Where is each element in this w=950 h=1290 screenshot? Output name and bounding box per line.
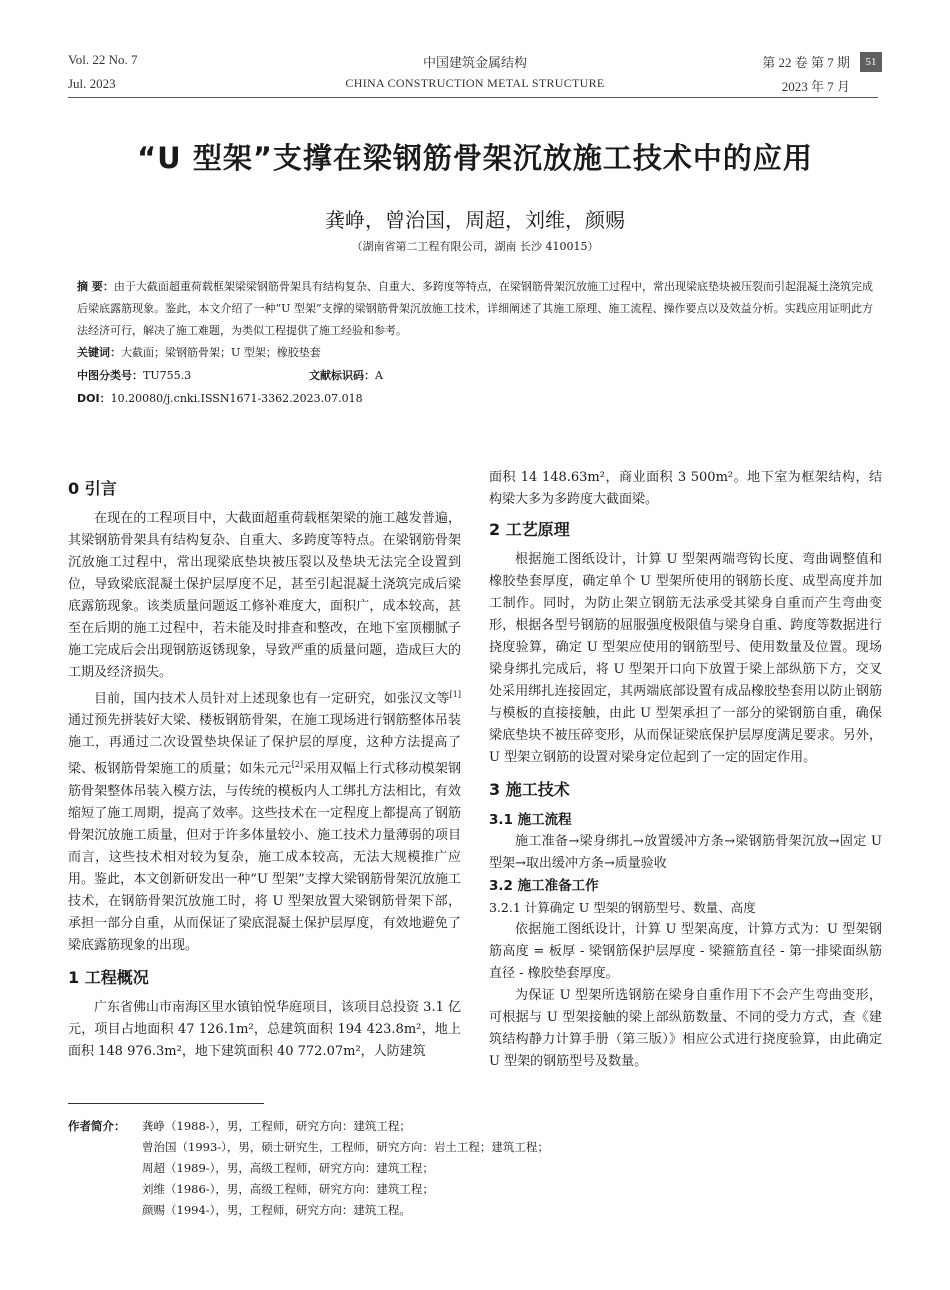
document-code bbox=[309, 367, 383, 383]
right-column bbox=[489, 467, 882, 1073]
classification bbox=[77, 367, 191, 383]
s0-p2-part-a: 目前，国内技术人员针对上述现象也有一定研究，如张汉文等 bbox=[94, 691, 450, 707]
s0-p2-part-c: 采用双幅上行式移动模架钢筋骨架整体吊装入模方法，与传统的模板内人工绑扎方法相比，有效缩短了施工周期，提高了效率。这些技术在一定程度上都提高了钢筋骨架沉放施工质量，但对于许多体量较小、施工技术力量薄弱的项目而言，这些技术相对较为复杂，施工成本较高，无法大规模推广应用。鉴此，本文创新研发出一种“U 型架”支撑大梁钢筋骨架沉放施工技术，在钢筋骨架沉放施工时，将 U 型架放置大梁钢筋骨架下部，承担一部分自重，从而保证了梁底混凝土保护层厚度，有效地避免了梁底露筋现象的出现。 bbox=[68, 761, 461, 953]
section-0-heading: 0 引言 bbox=[68, 479, 117, 498]
author-bio-line: 刘维（1986-），男，高级工程师，研究方向：建筑工程； bbox=[142, 1182, 434, 1196]
keywords bbox=[77, 344, 321, 360]
header-volume-cn: 第 22 卷 第 7 期 bbox=[762, 55, 850, 70]
doi-label: DOI： bbox=[77, 392, 111, 405]
abstract-label: 摘 要： bbox=[77, 280, 114, 293]
header-journal-cn: 中国建筑金属结构 bbox=[422, 55, 527, 70]
footnote-separator bbox=[68, 1103, 264, 1104]
author-bio-line: 曾治国（1993-），男，硕士研究生，工程师，研究方向：岩土工程；建筑工程； bbox=[142, 1140, 549, 1154]
header-journal-en: CHINA CONSTRUCTION METAL STRUCTURE bbox=[345, 76, 605, 90]
section-0-paragraph-1: 在现在的工程项目中，大截面超重荷载框架梁的施工越发普遍，其梁钢筋骨架具有结构复杂、自重大、多跨度等特点。在梁钢筋骨架沉放施工过程中，常出现梁底垫块被压裂以及垫块无法完全设置到位，导致梁底混凝土保护层厚度不足，甚至引起混凝土浇筑完成后梁底露筋现象。该类质量问题返工修补难度大，面积广，成本较高，甚至在后期的施工过程中，若未能及时排查和整改，在地下室顶棚腻子施工完成后会出现钢筋返锈现象，导致严重的质量问题，造成巨大的工期及经济损失。 bbox=[68, 511, 461, 680]
section-1-continued: 面积 14 148.63m²，商业面积 3 500m²。地下室为框架结构，结构梁大多为多跨度大截面梁。 bbox=[489, 470, 882, 507]
section-3-heading: 3 施工技术 bbox=[489, 780, 570, 799]
section-3-1-heading: 3.1 施工流程 bbox=[489, 812, 572, 828]
article-title: “U 型架”支撑在梁钢筋骨架沉放施工技术中的应用 bbox=[137, 141, 813, 175]
section-3-2-1-paragraph-2: 为保证 U 型架所选钢筋在梁身自重作用下不会产生弯曲变形，可根据与 U 型架接触的梁上部纵筋数量、不同的受力方式，查《建筑结构静力计算手册（第三版）》相应公式进行挠度验算，由此确定 U 型架的钢筋型号及数量。 bbox=[489, 988, 882, 1069]
citation-2[interactable]: [2] bbox=[291, 760, 304, 770]
clc-label: 中图分类号： bbox=[77, 369, 143, 382]
section-3-1-paragraph: 施工准备→梁身绑扎→放置缓冲方条→梁钢筋骨架沉放→固定 U 型架→取出缓冲方条→质量验收 bbox=[489, 834, 882, 871]
authors: 龚峥，曾治国，周超，刘维，颜赐 bbox=[325, 208, 625, 232]
s0-p2-part-b: 通过预先拼装好大梁、楼板钢筋骨架，在施工现场进行钢筋整体吊装施工，再通过二次设置垫块保证了保护层的厚度，这种方法提高了梁、板钢筋骨架施工的质量；如朱元元 bbox=[68, 713, 461, 777]
doc-code-value: A bbox=[375, 369, 383, 382]
doi bbox=[77, 390, 363, 406]
author-bio-line: 周超（1989-），男，高级工程师，研究方向：建筑工程； bbox=[142, 1161, 434, 1175]
left-column bbox=[68, 478, 461, 1063]
section-0-paragraph-2 bbox=[68, 684, 461, 957]
header-date-cn: 2023 年 7 月 bbox=[781, 79, 850, 94]
section-2-heading: 2 工艺原理 bbox=[489, 520, 570, 539]
section-3-2-heading: 3.2 施工准备工作 bbox=[489, 878, 599, 894]
author-bio-line: 龚峥（1988-），男，工程师，研究方向：建筑工程； bbox=[142, 1119, 411, 1133]
author-bio-label: 作者简介： bbox=[68, 1119, 126, 1133]
affiliation: （湖南省第二工程有限公司，湖南 长沙 410015） bbox=[351, 240, 599, 253]
author-bio-line: 颜赐（1994-），男，工程师，研究方向：建筑工程。 bbox=[142, 1203, 411, 1217]
abstract-text: 由于大截面超重荷载框架梁梁钢筋骨架具有结构复杂、自重大、多跨度等特点，在梁钢筋骨架沉放施工过程中，常出现梁底垫块被压裂而引起混凝土浇筑完成后梁底露筋现象。鉴此，本文介绍了一种“U 型架”支撑的梁钢筋骨架沉放施工技术，详细阐述了其施工原理、施工流程、操作要点以及效益分析。实践应用证明此方法经济可行，解决了施工难题，为类似工程提供了施工经验和参考。 bbox=[77, 280, 873, 337]
page-number: 51 bbox=[860, 52, 882, 72]
keywords-label: 关键词： bbox=[77, 346, 121, 359]
section-3-2-1-heading: 3.2.1 计算确定 U 型架的钢筋型号、数量、高度 bbox=[489, 900, 756, 915]
doi-value: 10.20080/j.cnki.ISSN1671-3362.2023.07.018 bbox=[110, 392, 363, 405]
citation-1[interactable]: [1] bbox=[449, 690, 461, 699]
abstract bbox=[77, 276, 873, 342]
section-1-heading: 1 工程概况 bbox=[68, 967, 149, 987]
clc-value: TU755.3 bbox=[143, 369, 192, 382]
section-2-paragraph-1: 根据施工图纸设计，计算 U 型架两端弯钩长度、弯曲调整值和橡胶垫套厚度，确定单个 U 型架所使用的钢筋长度、成型高度并加工制作。同时，为防止架立钢筋无法承受其梁身自重而产生弯曲变形，根据各型号钢筋的屈服强度极限值与梁身自重、跨度等数据进行挠度验算，确定 U 型架应使用的钢筋型号、使用数量及位置。现场梁身绑扎完成后，将 U 型架开口向下放置于梁上部纵筋下方，交叉处采用绑扎连接固定，其两端底部设置有成品橡胶垫套用以防止钢筋与模板的直接接触，由此 U 型架承担了一部分的梁钢筋自重，确保梁底垫块不被压碎变形，从而保证梁底保护层厚度满足要求。另外，U 型架立钢筋的设置对梁身定位起到了一定的固定作用。 bbox=[489, 552, 882, 765]
doc-code-label: 文献标识码： bbox=[309, 369, 375, 382]
header-volume-en: Vol. 22 No. 7 bbox=[68, 52, 138, 67]
header-rule bbox=[68, 97, 878, 98]
keywords-text: 大截面；梁钢筋骨架；U 型架；橡胶垫套 bbox=[121, 346, 321, 359]
section-1-paragraph-1: 广东省佛山市南海区里水镇铂悦华庭项目，该项目总投资 3.1 亿元，项目占地面积 47 126.1m²，总建筑面积 194 423.8m²，地上面积 148 976.3m²，地下建筑面积 40 772.07m²，人防建筑 bbox=[68, 999, 461, 1059]
header-date-en: Jul. 2023 bbox=[68, 76, 116, 91]
section-3-2-1-paragraph-1: 依据施工图纸设计，计算 U 型架高度，计算方式为：U 型架钢筋高度 = 板厚 - 梁钢筋保护层厚度 - 梁箍筋直径 - 第一排梁面纵筋直径 - 橡胶垫套厚度。 bbox=[489, 922, 882, 981]
